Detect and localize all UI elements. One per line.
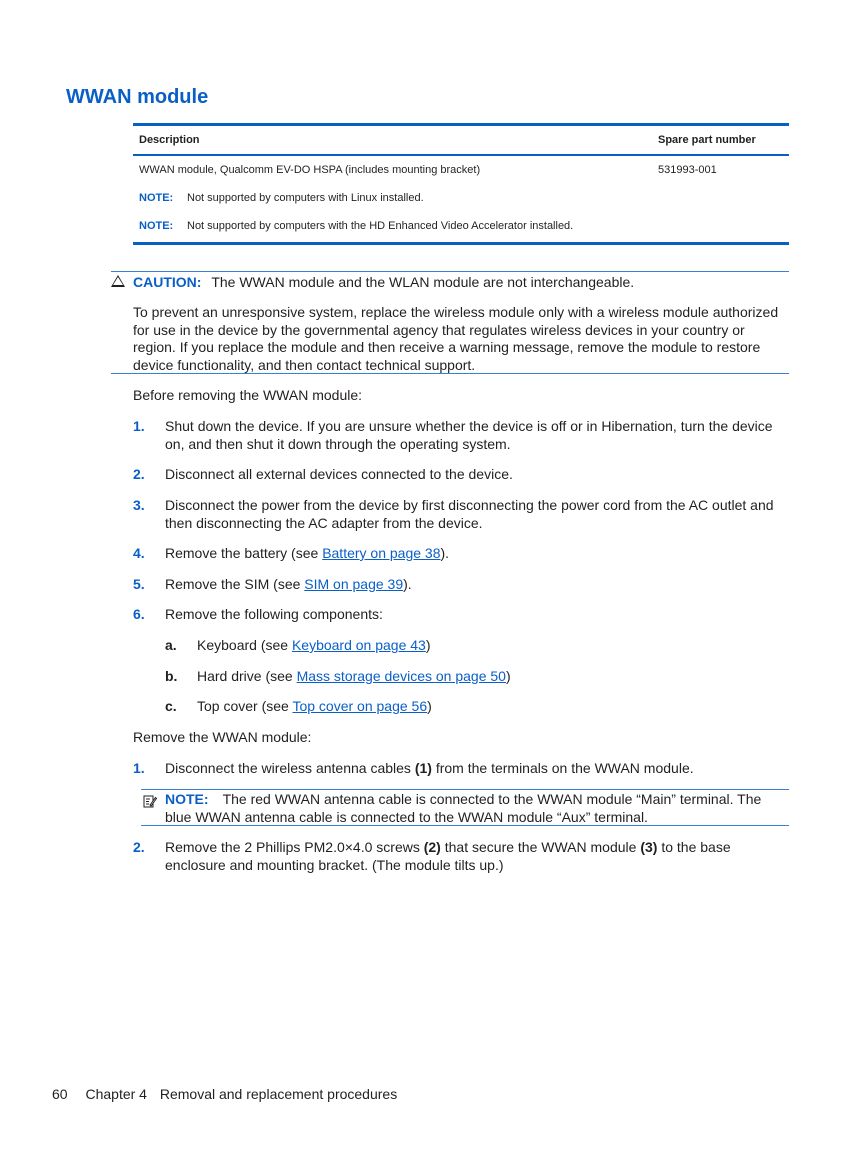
before-intro: Before removing the WWAN module:	[133, 387, 363, 403]
step-number: 2.	[133, 839, 145, 855]
step-text-part: to the base enclosure and mounting bracket. (The module tilts up.)	[165, 839, 731, 873]
step-text: Disconnect all external devices connected to the device.	[165, 466, 513, 482]
table-row	[133, 156, 789, 184]
step-number: 4.	[133, 545, 145, 561]
table-header-row	[133, 126, 789, 154]
step-number: 5.	[133, 576, 145, 592]
page-footer	[52, 1086, 397, 1102]
substep-text-part: Top cover (see	[197, 698, 293, 714]
note-pencil-icon	[143, 794, 157, 808]
substep-letter: b.	[165, 668, 178, 684]
substep-text	[197, 637, 431, 653]
note-text: The red WWAN antenna cable is connected to the WWAN module “Main” terminal. The blue WWAN antenna cable is connected to the WWAN module “Aux” terminal.	[165, 791, 762, 825]
step-number: 1.	[133, 418, 145, 434]
note-text: Not supported by computers with the HD Enhanced Video Accelerator installed.	[187, 220, 574, 232]
callout-number: (3)	[640, 839, 658, 855]
step-number: 6.	[133, 606, 145, 622]
note-body	[165, 791, 789, 826]
note-label: NOTE:	[139, 220, 174, 232]
top-cover-link[interactable]: Top cover on page 56	[292, 698, 428, 714]
step-text	[165, 760, 785, 778]
row-part-number: 531993-001	[658, 164, 717, 176]
substep-text-part: )	[425, 637, 431, 653]
table-note	[133, 184, 789, 212]
step-text-part: ).	[403, 576, 412, 592]
caution-text: The WWAN module and the WLAN module are not interchangeable.	[211, 274, 635, 290]
substep-text-part: )	[505, 668, 511, 684]
substep-text-part: Hard drive (see	[197, 668, 297, 684]
step-text: Remove the following components:	[165, 606, 383, 622]
step-text: Disconnect the power from the device by first disconnecting the power cord from the AC outlet and then disconnecting the AC adapter from the device.	[165, 497, 774, 531]
note-text: Not supported by computers with Linux installed.	[187, 192, 424, 204]
caution-label: CAUTION:	[133, 274, 202, 290]
caution-heading	[133, 274, 634, 290]
substep-text	[197, 668, 511, 684]
step-text	[165, 545, 785, 563]
step-number: 1.	[133, 760, 145, 776]
note-label: NOTE:	[139, 192, 174, 204]
chapter-label: Chapter 4	[85, 1086, 147, 1102]
spare-parts-table	[133, 123, 789, 245]
callout-number: (1)	[414, 760, 432, 776]
step-number: 3.	[133, 497, 145, 513]
row-description: WWAN module, Qualcomm EV-DO HSPA (includes mounting bracket)	[139, 164, 481, 176]
step-text-part: Disconnect the wireless antenna cables	[165, 760, 415, 776]
caution-triangle-icon	[111, 275, 125, 287]
step-text-part: Remove the battery (see	[165, 545, 323, 561]
chapter-title: Removal and replacement procedures	[159, 1086, 398, 1102]
mass-storage-link[interactable]: Mass storage devices on page 50	[296, 668, 506, 684]
callout-number: (2)	[423, 839, 441, 855]
step-text	[165, 576, 785, 594]
col-description-header: Description	[139, 134, 200, 146]
col-part-number-header: Spare part number	[658, 134, 756, 146]
step-text-part: Remove the 2 Phillips PM2.0×4.0 screws	[165, 839, 424, 855]
step-text-part: from the terminals on the WWAN module.	[431, 760, 694, 776]
substep-text-part: )	[427, 698, 432, 714]
keyboard-link[interactable]: Keyboard on page 43	[291, 637, 426, 653]
section-title: WWAN module	[66, 86, 209, 108]
caution-block	[111, 271, 789, 374]
sim-link[interactable]: SIM on page 39	[304, 576, 404, 592]
step-text: Shut down the device. If you are unsure whether the device is off or in Hibernation, turn the device on, and then shut it down through the operating system.	[165, 418, 773, 452]
step-text	[165, 839, 785, 874]
substep-text	[197, 698, 432, 714]
table-note	[133, 212, 789, 240]
caution-body: To prevent an unresponsive system, replace the wireless module only with a wireless module authorized for use in the device by the governmental agency that regulates wireless devices in your country or region. If you replace the module and then receive a warning message, remove the module to restore device functionality, and then contact technical support.	[133, 304, 779, 373]
table-bottom-rule	[133, 242, 789, 245]
substep-letter: c.	[165, 698, 177, 714]
substep-letter: a.	[165, 637, 177, 653]
step-number: 2.	[133, 466, 145, 482]
step-text-part: ).	[440, 545, 450, 561]
step-text-part: Remove the SIM (see	[165, 576, 305, 592]
antenna-note	[141, 789, 789, 826]
remove-intro: Remove the WWAN module:	[133, 729, 312, 745]
battery-link[interactable]: Battery on page 38	[322, 545, 441, 561]
step-text-part: that secure the WWAN module	[440, 839, 641, 855]
note-label: NOTE:	[165, 791, 209, 807]
substep-text-part: Keyboard (see	[197, 637, 292, 653]
page-number: 60	[52, 1086, 68, 1102]
